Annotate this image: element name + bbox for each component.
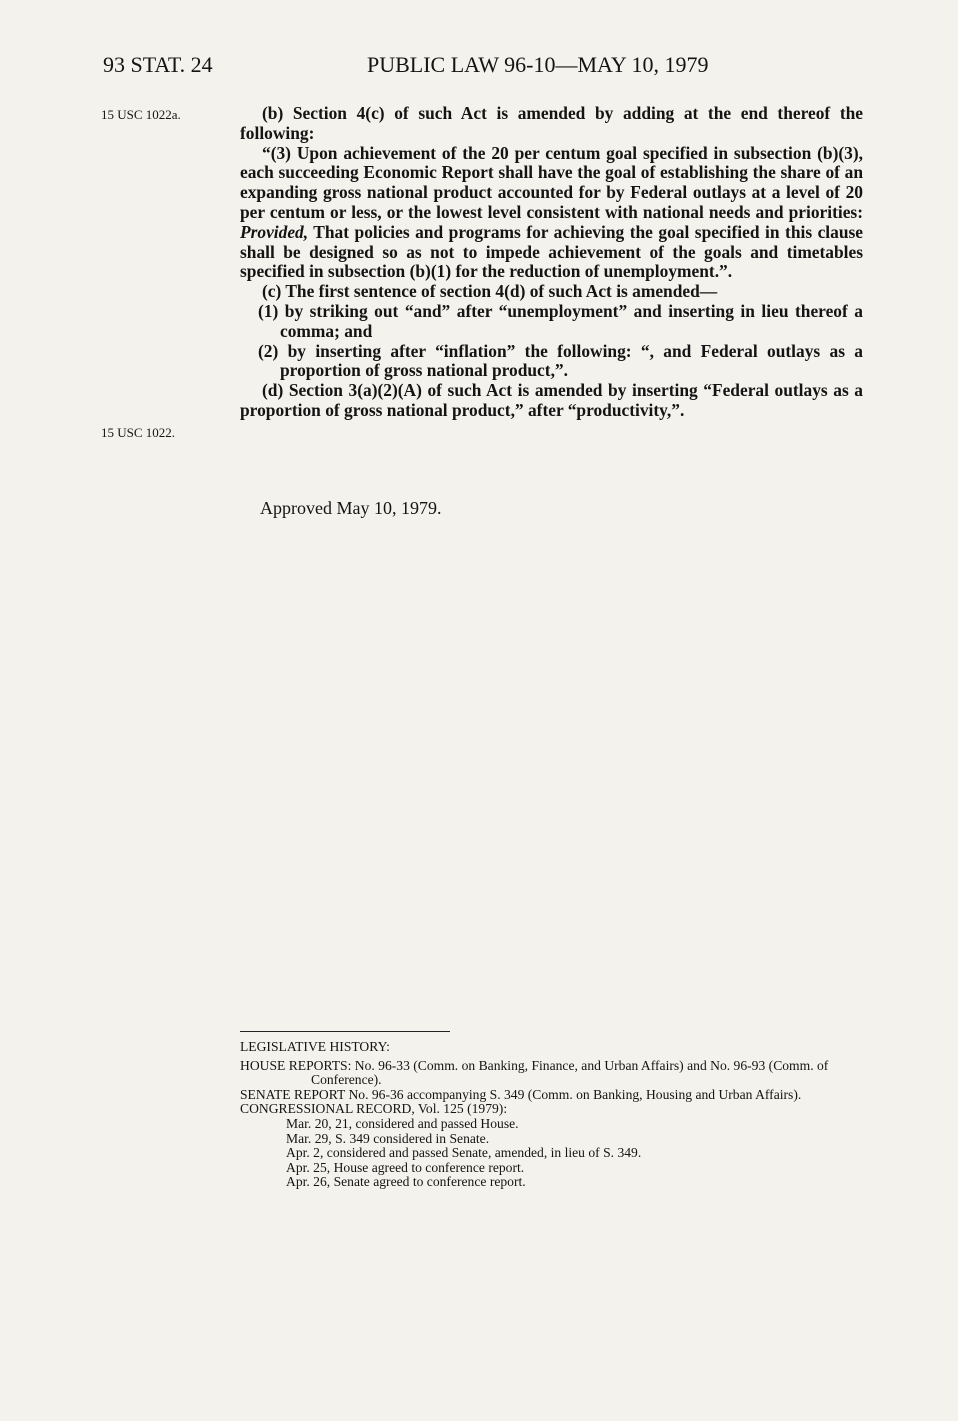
record-entry: Mar. 20, 21, considered and passed House. [286,1115,519,1131]
congressional-record-title: CONGRESSIONAL RECORD, Vol. 125 (1979): [240,1101,508,1117]
history-divider [240,1031,450,1032]
approval-date: Approved May 10, 1979. [260,498,442,518]
law-title: PUBLIC LAW 96-10—MAY 10, 1979 [367,52,709,77]
record-entry: Apr. 25, House agreed to conference report. [286,1159,525,1175]
paragraph-b-3-start: “(3) Upon achievement of the 20 per centum goal specified in subsection (b)(3), each succeeding Economic Report shall have the goal of establishing the share of an expanding gross national product accounted for by Federal outlays at a level of 20 per centum or less, or the lowest level consistent with national needs and priorities: [240,142,863,222]
paragraph-b-3-end: That policies and programs for achieving the goal specified in this clause shall be designed so as not to impede achievement of the goals and timetables specified in subsection (b)(1) for the reduction of unemployment.”. [240,221,863,282]
statute-citation: 93 STAT. 24 [103,52,213,77]
margin-note-usc-1022a: 15 USC 1022a. [101,107,181,122]
margin-note-usc-1022: 15 USC 1022. [101,425,176,440]
paragraph-c-2: (2) by inserting after “inflation” the following: “, and Federal outlays as a proportion of gross national product,”. [258,340,863,381]
legislative-history [240,1040,862,1190]
paragraph-c: (c) The first sentence of section 4(d) of such Act is amended— [262,281,718,302]
record-entry: Apr. 26, Senate agreed to conference report. [286,1174,526,1190]
senate-report: SENATE REPORT No. 96-36 accompanying S. 349 (Comm. on Banking, Housing and Urban Affairs). [240,1086,802,1102]
page-header [103,52,863,88]
proviso-italic: Provided, [240,221,309,242]
paragraph-b: (b) Section 4(c) of such Act is amended by adding at the end thereof the following: [240,103,863,143]
history-title: LEGISLATIVE HISTORY: [240,1039,390,1054]
amendment-text [240,104,863,421]
paragraph-d: (d) Section 3(a)(2)(A) of such Act is amended by inserting “Federal outlays as a proportion of gross national product,” after “productivity,”. [240,380,863,420]
paragraph-b-3 [240,144,863,283]
record-entry: Mar. 29, S. 349 considered in Senate. [286,1130,490,1146]
paragraph-c-1: (1) by striking out “and” after “unemployment” and inserting in lieu thereof a comma; and [258,300,863,341]
record-entry: Apr. 2, considered and passed Senate, amended, in lieu of S. 349. [286,1145,642,1161]
house-reports: HOUSE REPORTS: No. 96-33 (Comm. on Banking, Finance, and Urban Affairs) and No. 96-93 (Comm. of Conference). [240,1057,829,1088]
